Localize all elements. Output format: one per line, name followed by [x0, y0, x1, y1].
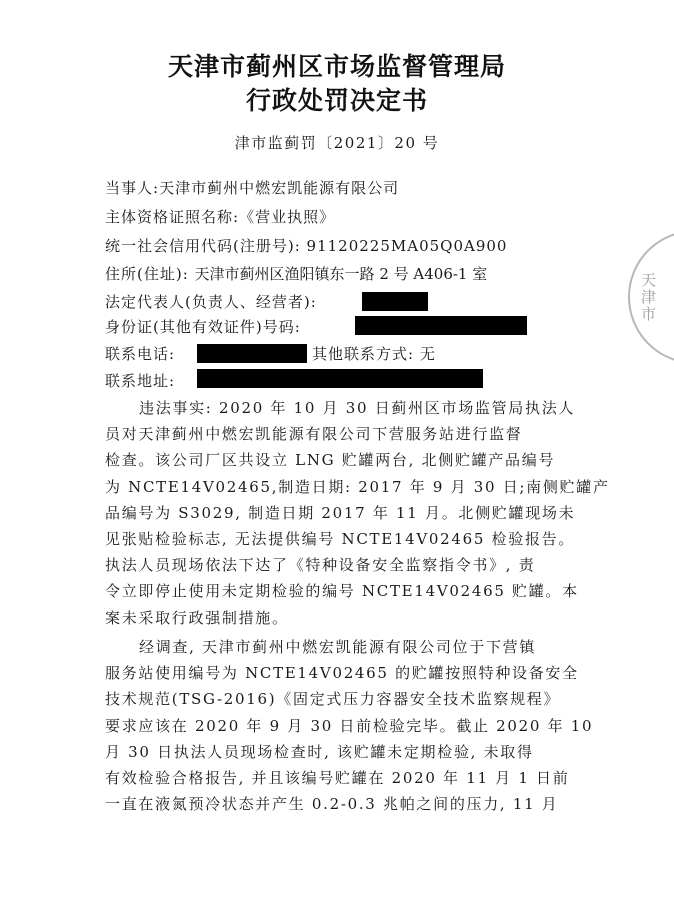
official-seal: [628, 230, 674, 364]
credit-code-row: [105, 236, 507, 256]
text-line: 见张贴检验标志, 无法提供编号 NCTE14V02465 检验报告。: [105, 530, 576, 549]
text-line: 经调查, 天津市蓟州中燃宏凯能源有限公司位于下营镇: [139, 638, 537, 656]
text-line: 服务站使用编号为 NCTE14V02465 的贮罐按照特种设备安全: [105, 664, 579, 683]
credit-code-label: 统一社会信用代码(注册号):: [105, 237, 301, 255]
address-label: 住所(住址):: [105, 265, 189, 283]
other-contact-row: [312, 344, 436, 364]
text-line: 执法人员现场依法下达了《特种设备安全监察指令书》, 责: [105, 556, 536, 575]
text-line: 为 NCTE14V02465,制造日期: 2017 年 9 月 30 日;南侧贮罐产: [105, 477, 610, 496]
party-name-label: 当事人:: [105, 179, 160, 197]
legal-rep-label: 法定代表人(负责人、经营者):: [105, 293, 317, 311]
legal-rep-row: [105, 292, 317, 312]
document-number: 津市监蓟罚〔2021〕20 号: [234, 134, 440, 152]
text-line: 违法事实: 2020 年 10 月 30 日蓟州区市场监管局执法人: [139, 399, 576, 417]
text-line: 技术规范(TSG-2016)《固定式压力容器安全技术监察规程》: [105, 690, 561, 709]
contact-address-redaction: [197, 369, 483, 388]
text-line: 员对天津蓟州中燃宏凯能源有限公司下营服务站进行监督: [105, 425, 523, 444]
phone-label: 联系电话:: [105, 345, 176, 363]
text-line: 要求应该在 2020 年 9 月 30 日前检验完毕。截止 2020 年 10: [105, 716, 594, 735]
id-number-redaction: [355, 316, 527, 335]
text-line: 检查。该公司厂区共设立 LNG 贮罐两台, 北侧贮罐产品编号: [105, 451, 556, 470]
text-line: 一直在液氮预冷状态并产生 0.2-0.3 兆帕之间的压力, 11 月: [105, 795, 559, 814]
party-name-row: [105, 178, 399, 198]
text-line: 有效检验合格报告, 并且该编号贮罐在 2020 年 11 月 1 日前: [105, 769, 570, 788]
document-title-line2: 行政处罚决定书: [245, 86, 428, 115]
text-line: 月 30 日执法人员现场检查时, 该贮罐未定期检验, 未取得: [105, 742, 534, 761]
license-name: 《营业执照》: [239, 208, 336, 226]
seal-text: 天津市: [639, 272, 657, 323]
text-line: 品编号为 S3029, 制造日期 2017 年 11 月。北侧贮罐现场未: [105, 503, 576, 522]
document-title-line1: 天津市蓟州区市场监督管理局: [167, 52, 506, 81]
license-row: [105, 207, 335, 227]
text-line: 令立即停止使用未定期检验的编号 NCTE14V02465 贮罐。本: [105, 582, 579, 601]
credit-code: 91120225MA05Q0A900: [306, 237, 508, 255]
id-number-label: 身份证(其他有效证件)号码:: [105, 318, 301, 336]
phone-row: [105, 344, 175, 364]
address-row: [105, 264, 487, 284]
other-contact-value: 无: [419, 345, 436, 363]
contact-address-row: [105, 371, 175, 391]
other-contact-label: 其他联系方式:: [312, 345, 415, 363]
investigation-paragraph: [105, 634, 594, 817]
party-name: 天津市蓟州中燃宏凯能源有限公司: [159, 179, 400, 197]
contact-address-label: 联系地址:: [105, 372, 176, 390]
id-number-row: [105, 317, 301, 337]
text-line: 案未采取行政强制措施。: [105, 608, 289, 627]
address: 天津市蓟州区渔阳镇东一路 2 号 A406-1 室: [194, 265, 488, 283]
license-label: 主体资格证照名称:: [105, 208, 240, 226]
legal-rep-redaction: [362, 292, 428, 311]
phone-redaction: [197, 344, 307, 363]
violation-facts-paragraph: [105, 395, 610, 631]
